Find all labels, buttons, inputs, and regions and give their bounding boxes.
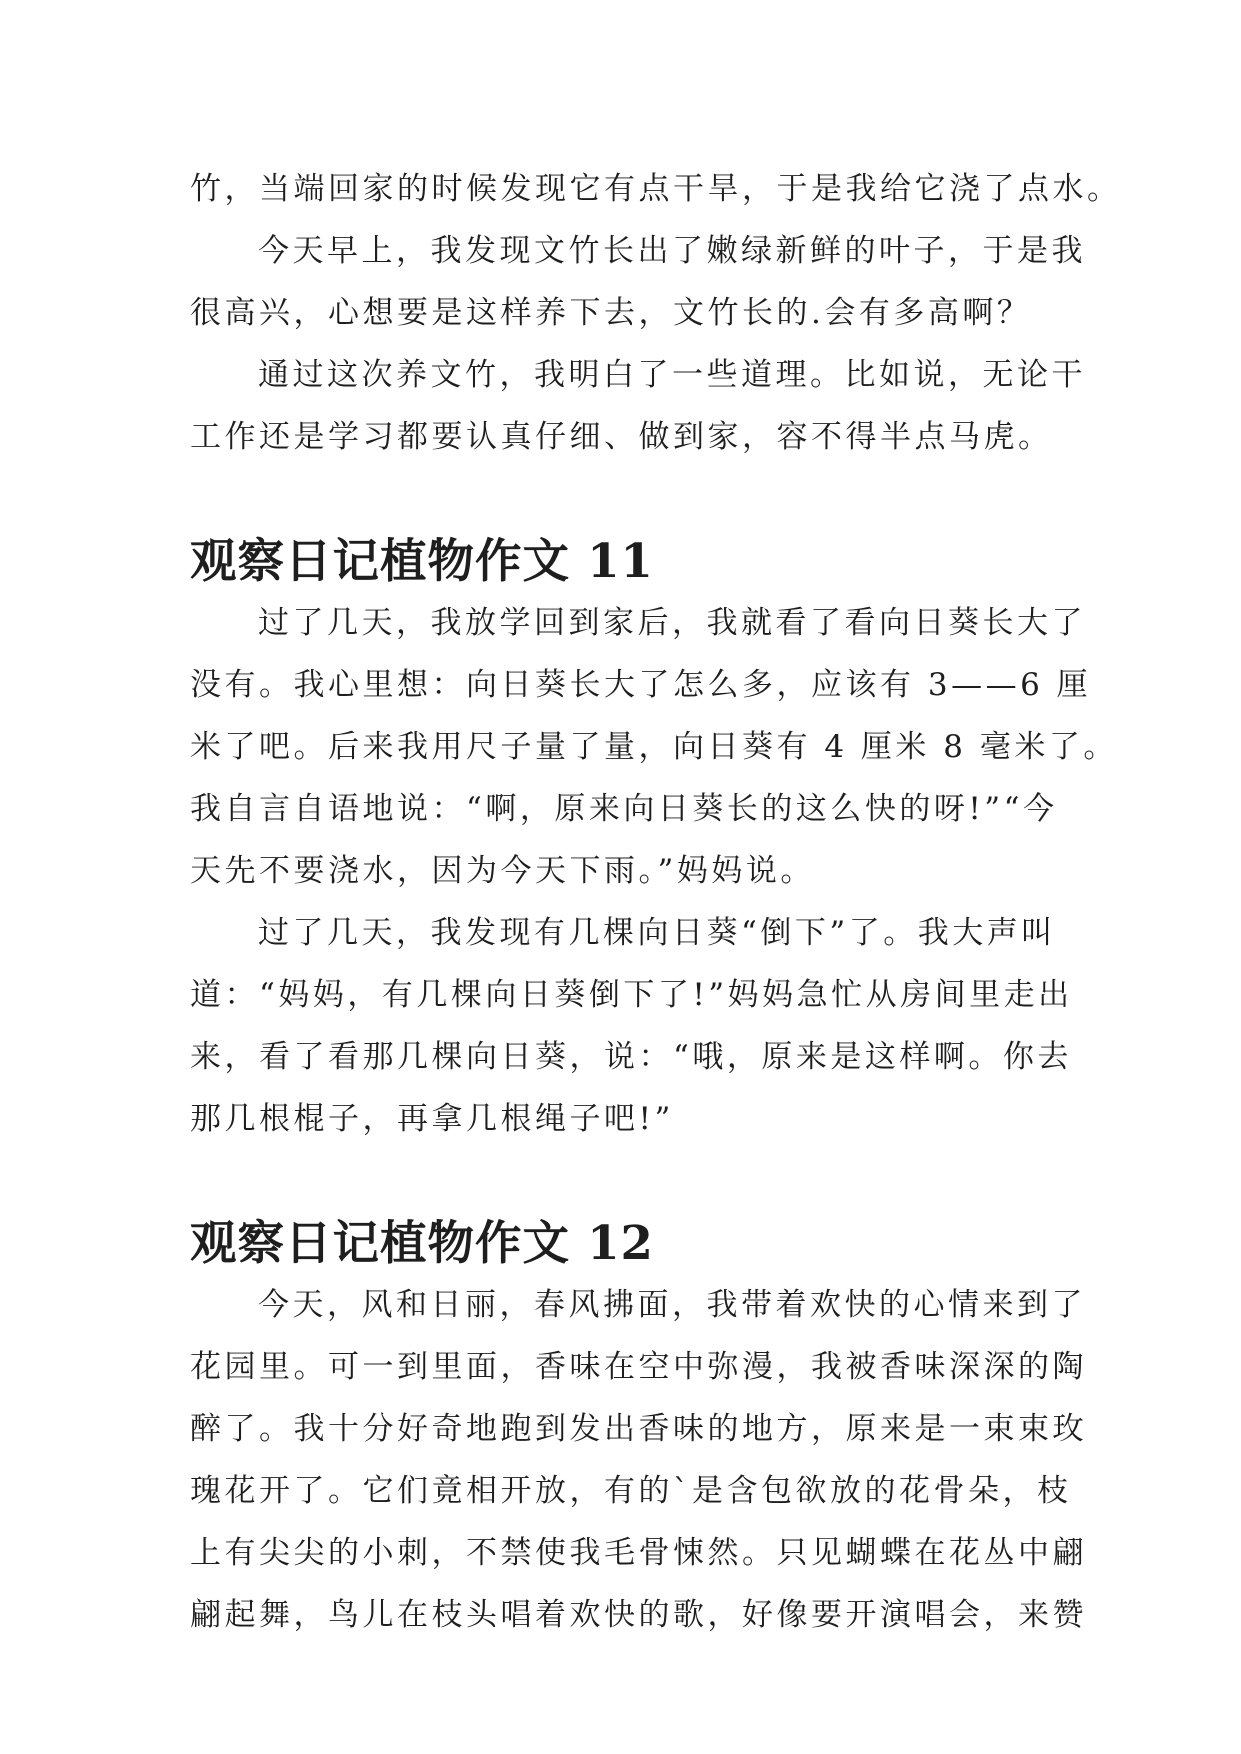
paragraph bbox=[190, 220, 1086, 344]
paragraph bbox=[190, 902, 1073, 1150]
text-line: 竹，当端回家的时候发现它有点干旱，于是我给它浇了点水。 bbox=[190, 171, 1122, 207]
text-line: 今天早上，我发现文竹长出了嫩绿新鲜的叶子，于是我 bbox=[258, 233, 1086, 269]
text-line: 来，看了看那几棵向日葵，说：“哦，原来是这样啊。你去 bbox=[190, 1039, 1072, 1075]
text-line: 天先不要浇水，因为今天下雨。”妈妈说。 bbox=[190, 853, 815, 889]
section-11 bbox=[190, 530, 1118, 1150]
paragraph bbox=[190, 158, 1122, 220]
section-spacer bbox=[190, 468, 1070, 530]
section-title: 观察日记植物作文 12 bbox=[190, 1215, 654, 1270]
document-body bbox=[190, 158, 1122, 1646]
section-title: 观察日记植物作文 11 bbox=[190, 533, 654, 588]
text-line: 今天，风和日丽，春风拂面，我带着欢快的心情来到了 bbox=[258, 1287, 1086, 1323]
text-line: 没有。我心里想：向日葵长大了怎么多，应该有 3——6 厘 bbox=[190, 667, 1092, 703]
text-line: 我自言自语地说：“啊，原来向日葵长的这么快的呀!”“今 bbox=[190, 791, 1058, 827]
text-line: 道：“妈妈，有几棵向日葵倒下了!”妈妈急忙从房间里走出 bbox=[190, 977, 1073, 1013]
section-prev bbox=[190, 158, 1122, 468]
section-12 bbox=[190, 1212, 1087, 1646]
text-line: 那几根棍子，再拿几根绳子吧!” bbox=[190, 1101, 674, 1137]
text-line: 过了几天，我发现有几棵向日葵“倒下”了。我大声叫 bbox=[258, 915, 1056, 951]
text-line: 花园里。可一到里面，香味在空中弥漫，我被香味深深的陶 bbox=[190, 1349, 1087, 1385]
text-line: 翩起舞，鸟儿在枝头唱着欢快的歌，好像要开演唱会，来赞 bbox=[190, 1597, 1087, 1633]
paragraph bbox=[190, 592, 1118, 902]
paragraph bbox=[190, 344, 1086, 468]
text-line: 米了吧。后来我用尺子量了量，向日葵有 4 厘米 8 毫米了。 bbox=[190, 729, 1118, 765]
text-line: 上有尖尖的小刺，不禁使我毛骨悚然。只见蝴蝶在花丛中翩 bbox=[190, 1535, 1087, 1571]
text-line: 工作还是学习都要认真仔细、做到家，容不得半点马虎。 bbox=[190, 419, 1053, 455]
paragraph bbox=[190, 1274, 1087, 1646]
text-line: 通过这次养文竹，我明白了一些道理。比如说，无论干 bbox=[258, 357, 1086, 393]
text-line: 醉了。我十分好奇地跑到发出香味的地方，原来是一束束玫 bbox=[190, 1411, 1087, 1447]
section-spacer bbox=[190, 1150, 1070, 1212]
text-line: 瑰花开了。它们竟相开放，有的`是含包欲放的花骨朵，枝 bbox=[190, 1473, 1072, 1509]
text-line: 过了几天，我放学回到家后，我就看了看向日葵长大了 bbox=[258, 605, 1086, 641]
text-line: 很高兴，心想要是这样养下去，文竹长的.会有多高啊？ bbox=[190, 295, 1032, 331]
